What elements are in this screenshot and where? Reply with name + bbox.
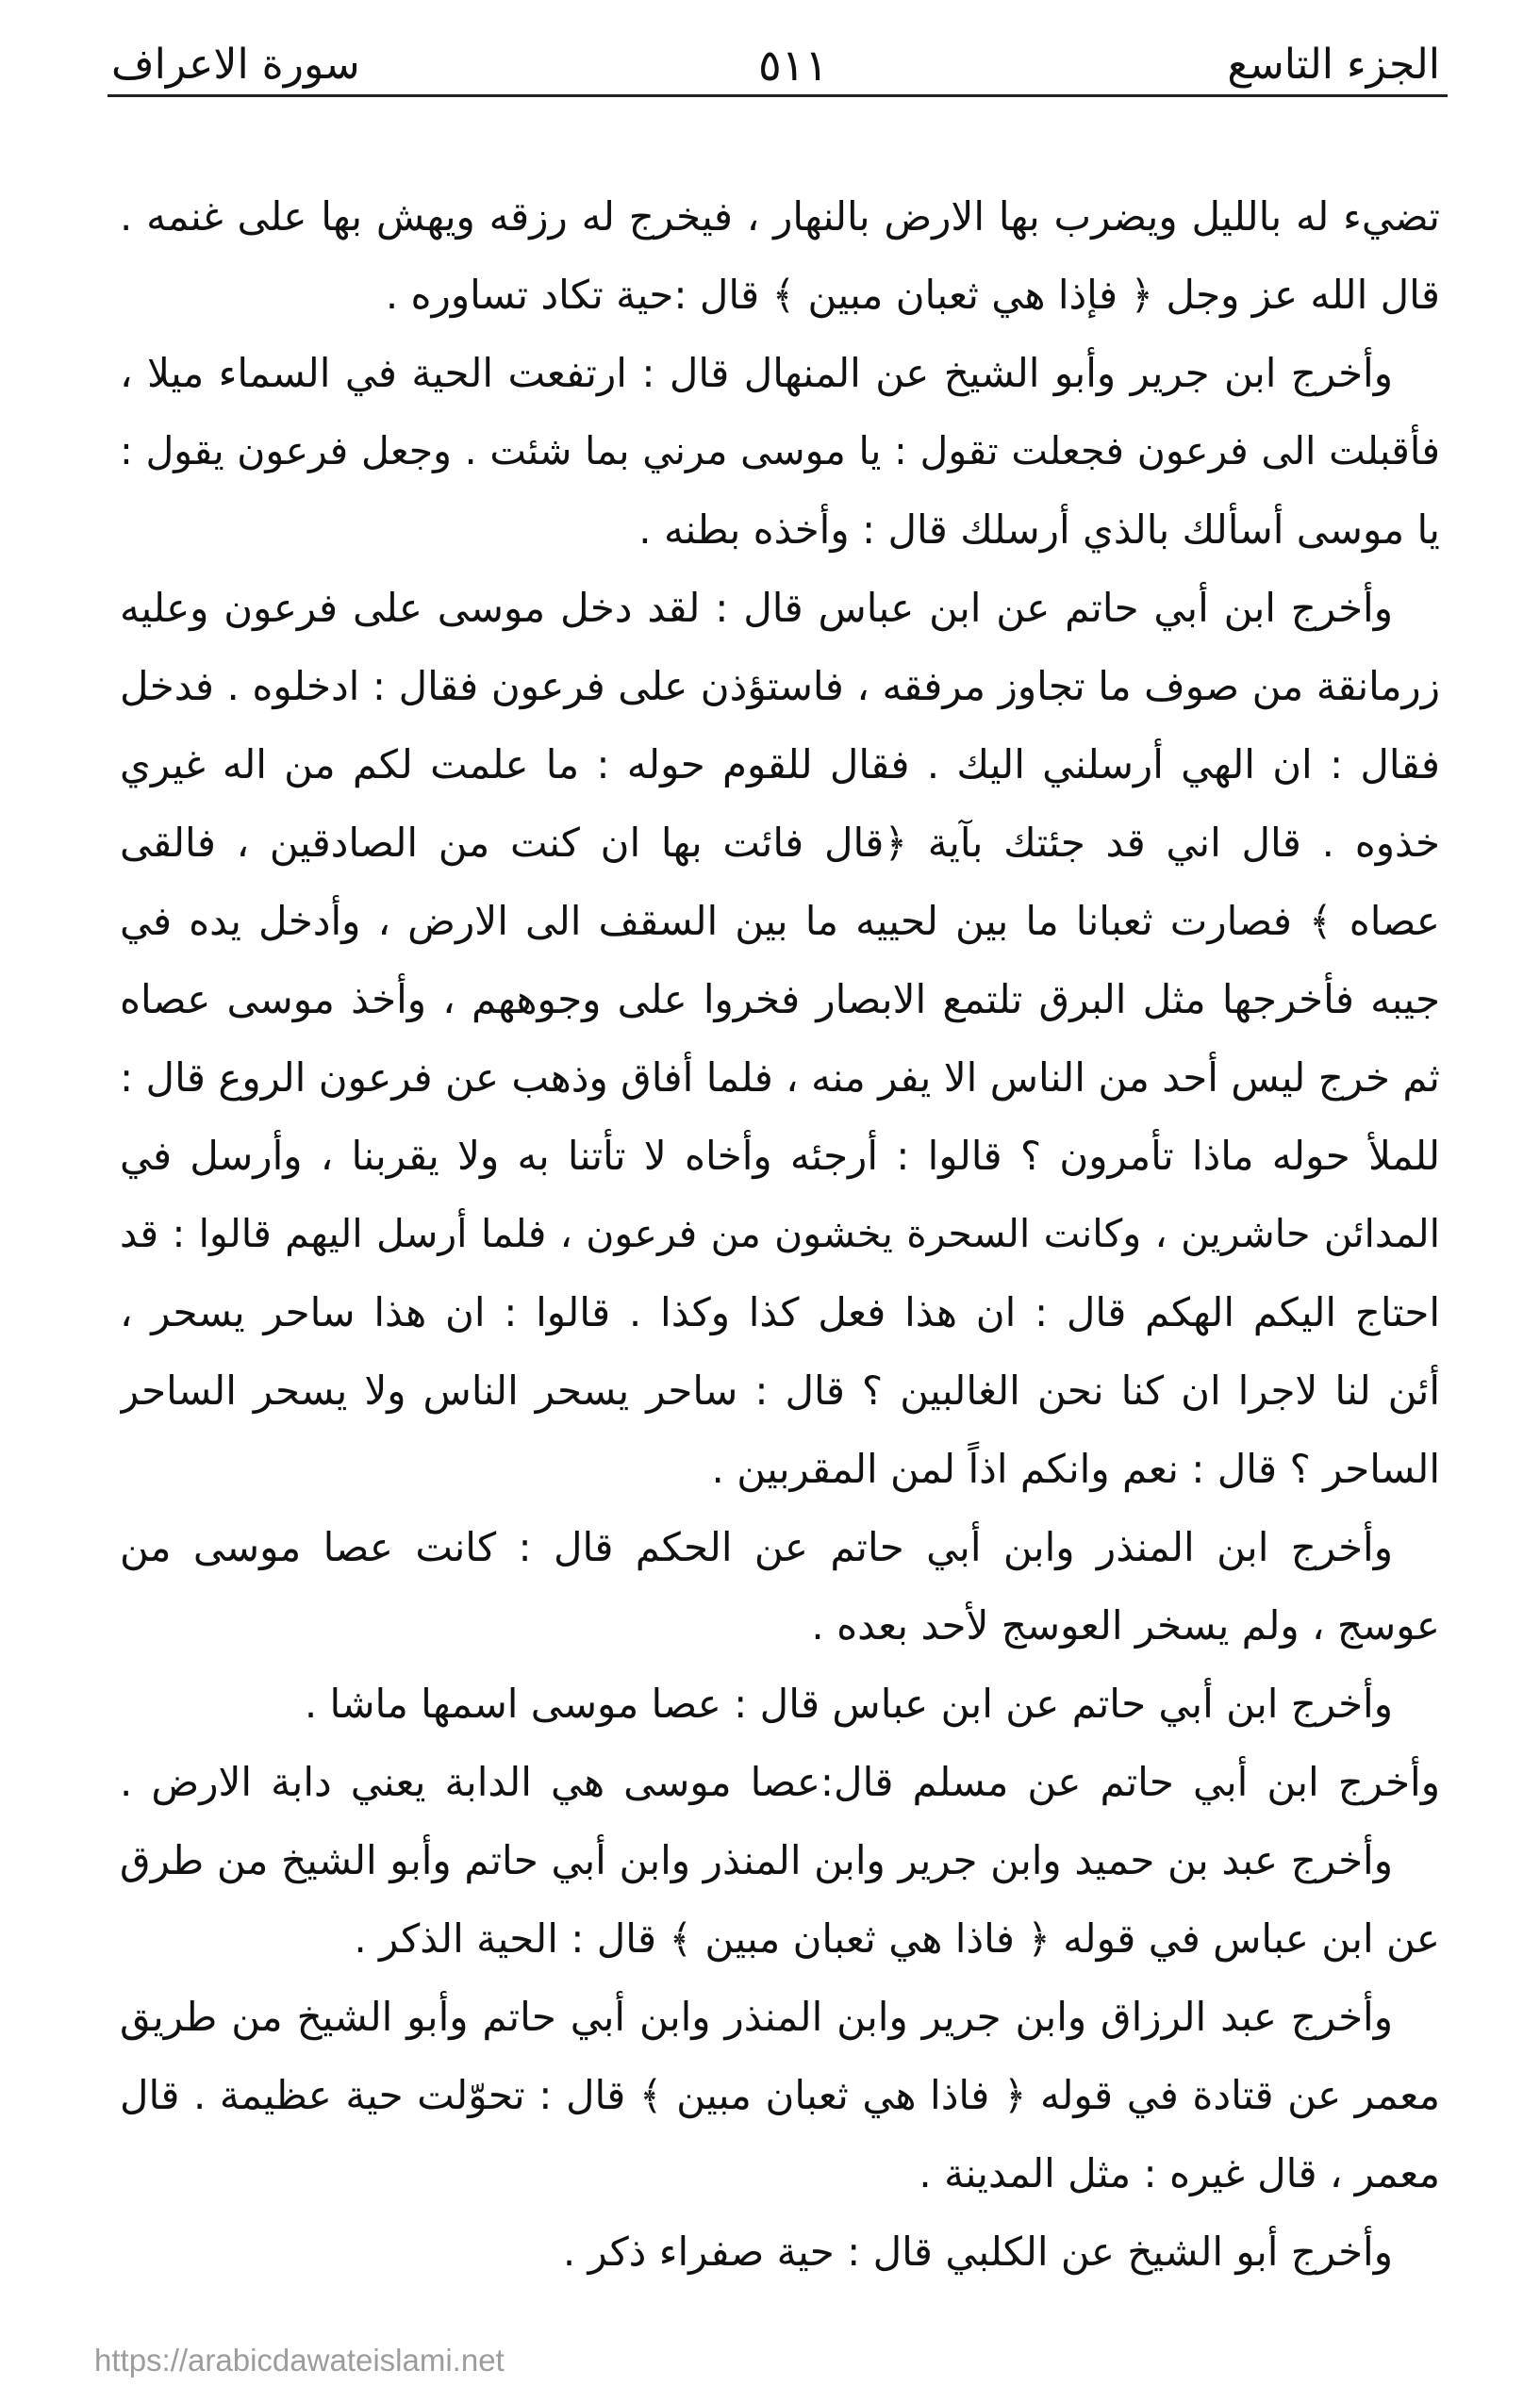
running-head-part: الجزء التاسع — [1227, 41, 1440, 89]
paragraph — [120, 569, 1440, 1508]
text-line: الساحر ؟ قال : نعم وانكم اذاً لمن المقربين . — [711, 1446, 1440, 1492]
text-line: خذوه . قال اني قد جئتك بآية ﴿قال فائت بها ان كنت من الصادقين ، فالقى — [120, 820, 1440, 866]
text-line: المدائن حاشرين ، وكانت السحرة يخشون من فرعون ، فلما أرسل اليهم قالوا : قد — [120, 1211, 1440, 1256]
text-line: وأخرج ابن أبي حاتم عن مسلم قال:عصا موسى هي الدابة يعني دابة الارض . — [120, 1759, 1440, 1805]
text-line: وأخرج عبد بن حميد وابن جرير وابن المنذر وابن أبي حاتم وأبو الشيخ من طرق — [120, 1837, 1393, 1883]
text-line: معمر عن قتادة في قوله ﴿ فاذا هي ثعبان مبين ﴾ قال : تحوّلت حية عظيمة . قال — [120, 2072, 1440, 2118]
text-line: زرمانقة من صوف ما تجاوز مرفقه ، فاستؤذن على فرعون فقال : ادخلوه . فدخل — [120, 663, 1440, 709]
text-line: تضيء له بالليل ويضرب بها الارض بالنهار ، فيخرج له رزقه ويهش بها على غنمه . — [120, 193, 1440, 240]
paragraph — [120, 1821, 1440, 1978]
text-line: للملأ حوله ماذا تأمرون ؟ قالوا : أرجئه وأخاه لا تأتنا به ولا يقربنا ، وأرسل في — [120, 1133, 1440, 1179]
text-line: وأخرج ابن أبي حاتم عن ابن عباس قال : عصا موسى اسمها ماشا . — [304, 1681, 1393, 1727]
text-line: يا موسى أسألك بالذي أرسلك قال : وأخذه بطنه . — [638, 506, 1440, 553]
paragraph — [120, 334, 1440, 569]
text-line: وأخرج ابن المنذر وابن أبي حاتم عن الحكم قال : كانت عصا موسى من — [120, 1524, 1393, 1570]
text-line: أئن لنا لاجرا ان كنا نحن الغالبين ؟ قال : ساحر يسحر الناس ولا يسحر الساحر — [120, 1367, 1440, 1414]
watermark-url: https://arabicdawateislami.net — [94, 2343, 505, 2378]
paragraph — [120, 1978, 1440, 2212]
text-line: عصاه ﴾ فصارت ثعبانا ما بين لحييه ما بين السقف الى الارض ، وأدخل يده في — [120, 898, 1440, 944]
text-line: وأخرج عبد الرزاق وابن جرير وابن المنذر وابن أبي حاتم وأبو الشيخ من طريق — [120, 1994, 1393, 2040]
text-line: وأخرج ابن جرير وأبو الشيخ عن المنهال قال : ارتفعت الحية في السماء ميلا ، — [120, 350, 1393, 396]
text-line: عن ابن عباس في قوله ﴿ فاذا هي ثعبان مبين ﴾ قال : الحية الذكر . — [354, 1915, 1440, 1962]
text-line: جيبه فأخرجها مثل البرق تلتمع الابصار فخروا على وجوههم ، وأخذ موسى عصاه — [120, 976, 1440, 1022]
page-body — [120, 177, 1440, 2291]
text-line: عوسج ، ولم يسخر العوسج لأحد بعده . — [811, 1602, 1440, 1649]
paragraph — [120, 1508, 1440, 1665]
text-line: وأخرج ابن أبي حاتم عن ابن عباس قال : لقد دخل موسى على فرعون وعليه — [120, 585, 1393, 631]
text-line: فأقبلت الى فرعون فجعلت تقول : يا موسى مرني بما شئت . وجعل فرعون يقول : — [120, 428, 1440, 473]
paragraph — [120, 2212, 1440, 2291]
paragraph — [120, 177, 1440, 334]
text-line: معمر ، قال غيره : مثل المدينة . — [919, 2150, 1440, 2196]
page-number: ٥١١ — [757, 40, 829, 91]
text-line: ثم خرج ليس أحد من الناس الا يفر منه ، فلما أفاق وذهب عن فرعون الروع قال : — [120, 1054, 1440, 1101]
text-line: احتاج اليكم الهكم قال : ان هذا فعل كذا وكذا . قالوا : ان هذا ساحر يسحر ، — [120, 1289, 1440, 1335]
text-line: فقال : ان الهي أرسلني اليك . فقال للقوم حوله : ما علمت لكم من اله غيري — [120, 741, 1440, 787]
text-line: وأخرج أبو الشيخ عن الكلبي قال : حية صفراء ذكر . — [562, 2229, 1393, 2275]
paragraph — [120, 1743, 1440, 1821]
running-head-surah: سورة الاعراف — [111, 41, 360, 89]
text-line: قال الله عز وجل ﴿ فإذا هي ثعبان مبين ﴾ قال :حية تكاد تساوره . — [385, 272, 1440, 318]
header-rule — [108, 94, 1448, 97]
paragraph — [120, 1665, 1440, 1743]
